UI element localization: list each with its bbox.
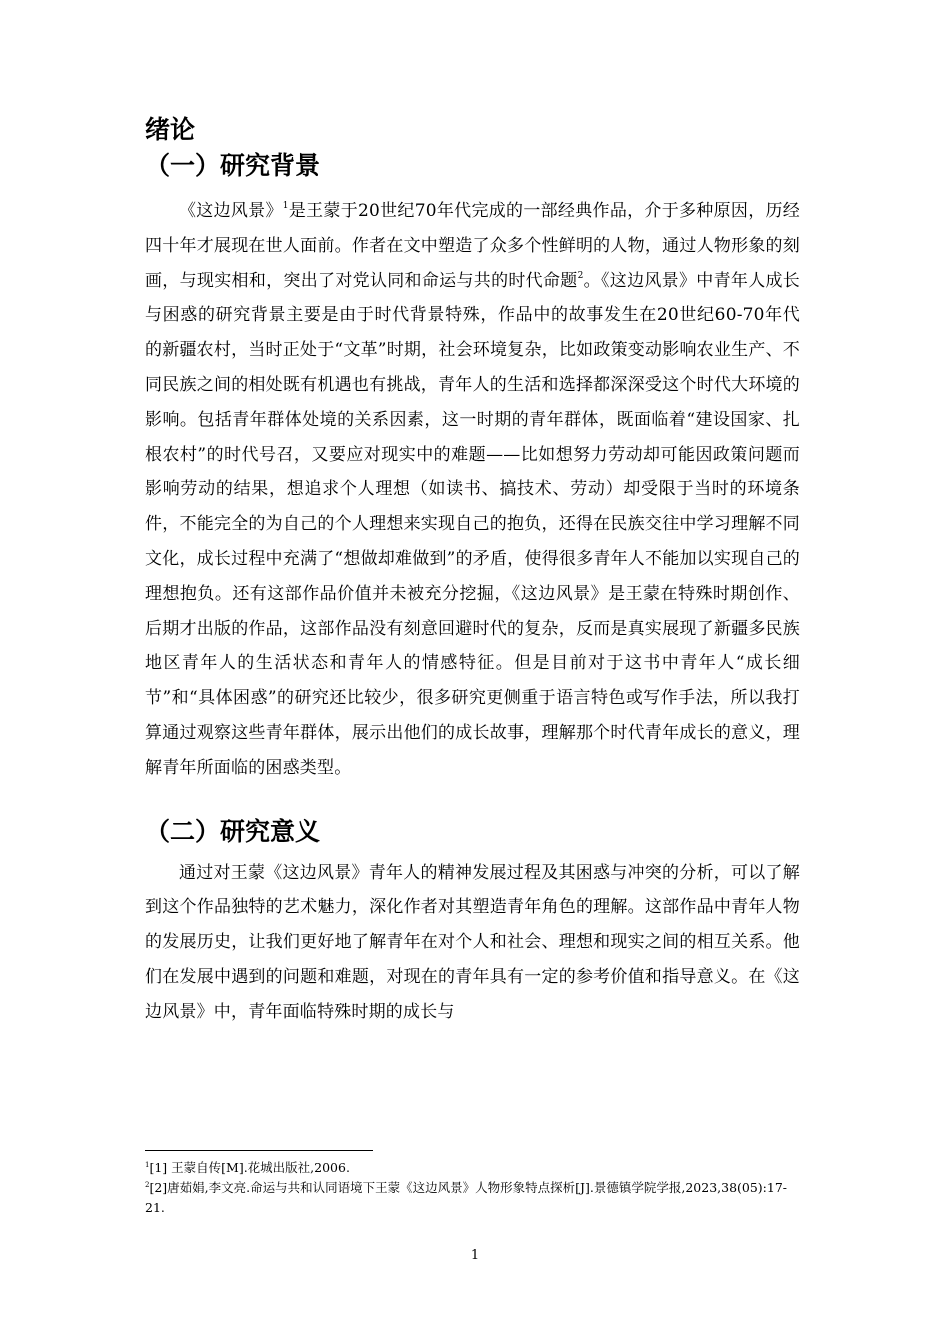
footnote-2: [145, 1178, 805, 1218]
paragraph-background: [145, 194, 800, 786]
page-number: 1: [470, 1248, 480, 1263]
footnote-ref-2[interactable]: 2: [577, 270, 584, 281]
footnote-text: [2]唐茹娟,李文亮.命运与共和认同语境下王蒙《这边风景》人物形象特点探析[J].景德镇学院学报,2023,38(05):17-21.: [145, 1180, 788, 1215]
document-body: [145, 112, 800, 1030]
footnote-divider: [145, 1150, 373, 1151]
paragraph-significance: 通过对王蒙《这边风景》青年人的精神发展过程及其困惑与冲突的分析，可以了解到这个作品独特的艺术魅力，深化作者对其塑造青年角色的理解。这部作品中青年人物的发展历史，让我们更好地了解青年在对个人和社会、理想和现实之间的相互关系。他们在发展中遇到的问题和难题，对现在的青年具有一定的参考价值和指导意义。在《这边风景》中，青年面临特殊时期的成长与: [145, 862, 800, 1022]
footnotes: [145, 1158, 805, 1218]
paragraph-text: 。《这边风景》中青年人成长与困惑的研究背景主要是由于时代背景特殊，作品中的故事发生在20世纪60-70年代的新疆农村，当时正处于“文革”时期，社会环境复杂，比如政策变动影响农业生产、不同民族之间的相处既有机遇也有挑战，青年人的生活和选择都深深受这个时代大环境的影响。包括青年群体处境的关系因素，这一时期的青年群体，既面临着“建设国家、扎根农村”的时代号召，又要应对现实中的难题——比如想努力劳动却可能因政策问题而影响劳动的结果，想追求个人理想（如读书、搞技术、劳动）却受限于当时的环境条件，不能完全的为自己的个人理想来实现自己的抱负，还得在民族交往中学习理解不同文化，成长过程中充满了“想做却难做到”的矛盾，使得很多青年人不能加以实现自己的理想抱负。还有这部作品价值并未被充分挖掘，《这边风景》是王蒙在特殊时期创作、后期才出版的作品，这部作品没有刻意回避时代的复杂，反而是真实展现了新疆多民族地区青年人的生活状态和青年人的情感特征。但是目前对于这书中青年人“成长细节”和“具体困惑”的研究还比较少，很多研究更侧重于语言特色或写作手法，所以我打算通过观察这些青年群体，展示出他们的成长故事，理解那个时代青年成长的意义，理解青年所面临的困惑类型。: [145, 270, 800, 778]
document-title: 绪论: [145, 115, 196, 144]
footnote-mark: 2: [145, 1181, 150, 1189]
footnote-1: [145, 1158, 805, 1178]
footnote-mark: 1: [145, 1161, 150, 1169]
footnote-ref-1[interactable]: 1: [282, 201, 289, 211]
book-title: 《这边风景》: [179, 201, 283, 221]
section-heading-background: （一）研究背景: [145, 151, 321, 180]
paragraph-text: 是王蒙于20世纪70年代完成的一部经典作品，介于多种原因，历经四十年才展现在世人面前。作者在文中塑造了众多个性鲜明的人物，通过人物形象的刻画，与现实相和，突出了对党认同和命运与共的时代命题: [145, 201, 800, 291]
section-heading-significance: （二）研究意义: [145, 816, 321, 846]
footnote-text: [1] 王蒙自传[M].花城出版社,2006.: [149, 1160, 350, 1175]
